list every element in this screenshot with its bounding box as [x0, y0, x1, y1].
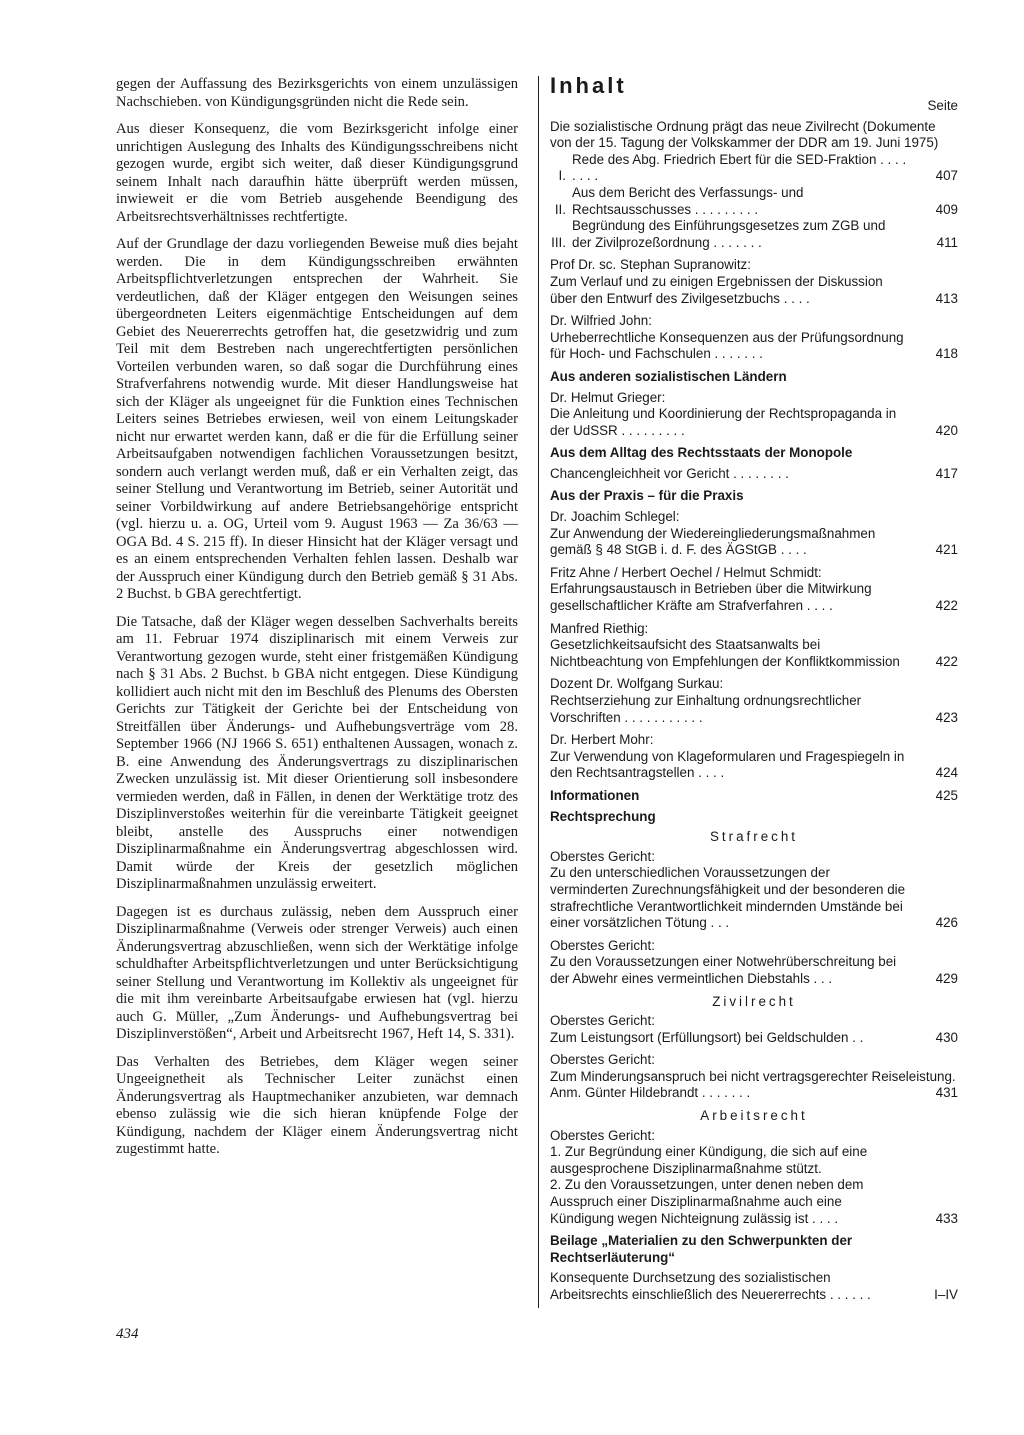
toc-subentry-text: Begründung des Einführungsgesetzes zum ZGB und der Zivilprozeßordnung . . . . . . .: [572, 218, 886, 250]
page-column-label: Seite: [927, 98, 958, 113]
toc-section-heading: Aus dem Alltag des Rechtsstaats der Monopole: [550, 445, 853, 461]
toc-entry-text: Die sozialistische Ordnung prägt das neue Zivilrecht (Dokumente von der 15. Tagung der Volkskammer der DDR am 19. Juni 1975): [550, 118, 939, 151]
toc-entry-text: Chancengleichheit vor Gericht . . . . . . . .: [550, 465, 789, 481]
toc-subsection-heading: Zivilrecht: [712, 993, 796, 1009]
toc-entry: [550, 938, 958, 988]
toc-entry: [550, 390, 958, 440]
toc-entry-text: Gesetzlichkeitsaufsicht des Staatsanwalts bei Nichtbeachtung von Empfehlungen der Konfliktkommission: [550, 637, 900, 669]
toc-entry: [550, 1013, 958, 1046]
toc-subsection-heading: Strafrecht: [709, 829, 799, 845]
toc-entry: [550, 732, 958, 782]
toc-entry-row: [550, 330, 958, 363]
toc-author: Fritz Ahne / Herbert Oechel / Helmut Schmidt:: [550, 564, 822, 580]
toc-entry: [550, 1052, 958, 1102]
toc-page-number: 407: [935, 168, 958, 184]
toc-entry: [550, 1128, 958, 1228]
toc-entry: [550, 119, 958, 252]
toc-entry: [550, 1270, 958, 1303]
toc-author: Oberstes Gericht:: [550, 1127, 655, 1143]
toc-entry-row: [550, 466, 958, 483]
toc-entry-text: Zum Leistungsort (Erfüllungsort) bei Geldschulden . .: [550, 1029, 864, 1045]
toc-subentry: [550, 1177, 958, 1227]
toc-page-number: 429: [935, 970, 958, 986]
toc-entry-text: Zu den Voraussetzungen einer Notwehrüberschreitung bei der Abwehr eines vermeintlichen Diebstahls . . .: [550, 954, 897, 986]
toc-entry-row: [550, 1030, 958, 1047]
toc-subentry-text: Rede des Abg. Friedrich Ebert für die SED-Fraktion . . . . . . . .: [572, 151, 907, 184]
toc-entry: [550, 565, 958, 615]
toc-author: Prof Dr. sc. Stephan Supranowitz:: [550, 257, 751, 273]
toc-page-number: 426: [935, 915, 958, 931]
page-number: 434: [116, 1326, 139, 1342]
body-text-column: [116, 76, 518, 1169]
toc-entry: [550, 257, 958, 307]
toc-author: Manfred Riethig:: [550, 620, 649, 636]
toc-entry-text: Konsequente Durchsetzung des sozialistischen Arbeitsrechts einschließlich des Neuererrechts . . . . . .: [550, 1270, 871, 1302]
toc-entry-text: Erfahrungsaustausch in Betrieben über die Mitwirkung gesellschaftlicher Kräfte am Strafverfahren . . . .: [550, 581, 872, 614]
toc-subentry: [550, 152, 958, 185]
toc-page-number: 409: [935, 201, 958, 217]
toc-entry-text: Rechtserziehung zur Einhaltung ordnungsrechtlicher Vorschriften . . . . . . . . . . .: [550, 693, 862, 725]
toc-subentry-body: Zu den Voraussetzungen, unter denen neben dem Ausspruch einer Disziplinarmaßnahme auch eine Kündigung wegen Nichteignung zulässig ist . . . .: [550, 1177, 864, 1226]
toc-subsection-heading: Arbeitsrecht: [700, 1108, 808, 1124]
toc-page-number: 424: [935, 765, 958, 781]
toc-author: Dozent Dr. Wolfgang Surkau:: [550, 676, 724, 692]
toc-entry-row: [550, 749, 958, 782]
toc-subentry-number: 2.: [550, 1177, 562, 1193]
toc-entry-text: Urheberrechtliche Konsequenzen aus der Prüfungsordnung für Hoch- und Fachschulen . . . . . . .: [550, 329, 904, 362]
toc-entry-text: Zu den unterschiedlichen Voraussetzungen der verminderten Zurechnungsfähigkeit und der besonderen die strafrechtliche Verantwortlichkeit mindernden Umstände bei einer vorsätzlichen Tötung . . .: [550, 865, 906, 931]
toc-page-number: 421: [935, 542, 958, 558]
toc-entry: [550, 621, 958, 671]
toc-title: Inhalt: [550, 73, 627, 98]
toc-section-heading: Rechtsprechung: [550, 808, 656, 824]
toc-entry-row: [550, 954, 958, 987]
toc-entry-text: Zum Minderungsanspruch bei nicht vertragsgerechter Reiseleistung.: [550, 1068, 956, 1084]
toc-author: Oberstes Gericht:: [550, 937, 655, 953]
toc-subentry: [550, 218, 958, 251]
toc-author: Dr. Herbert Mohr:: [550, 732, 654, 748]
toc-page-number: 422: [935, 598, 958, 614]
table-of-contents: [538, 72, 958, 1310]
toc-page-number: 423: [935, 709, 958, 725]
toc-entry: [550, 849, 958, 932]
toc-entry-text: Die Anleitung und Koordinierung der Rechtspropaganda in der UdSSR . . . . . . . . .: [550, 406, 897, 438]
toc-page-number: 430: [935, 1029, 958, 1045]
toc-section-heading: Beilage „Materialien zu den Schwerpunkten der Rechtserläuterung“: [550, 1233, 853, 1265]
paragraph-1: gegen der Auffassung des Bezirksgerichts von einem unzulässigen Nachschieben. von Kündigungsgründen nicht die Rede sein.: [116, 76, 518, 110]
toc-page-number: I–IV: [934, 1287, 958, 1302]
toc-entry: [550, 313, 958, 363]
toc-author: Oberstes Gericht:: [550, 848, 655, 864]
toc-subentry-text: [550, 1177, 914, 1227]
paragraph-3: Auf der Grundlage der dazu vorliegenden Beweise muß dies bejaht werden. Die in dem Kündigungsschreiben erwähnten Arbeitspflichtverletzungen entsprechen der Wahrheit. Sie verdeutlichen, daß der Kläger entgegen den Weisungen seines übergeordneten Leiters eigenmächtige Entscheidungen auf dem Gebiet des Neuererrechts getroffen hat, die gesetzwidrig und zum Teil mit dem Bestreben nach ungerechtfertigten persönlichen Vorteilen verbunden waren, so daß sogar die Durchführung eines Strafverfahrens notwendig wurde. Mit dieser Handlungsweise hat sich der Kläger als ungeeignet für die Funktion eines Technischen Leiters seines Betriebes erwiesen, weil von einem Leitungskader nicht nur erwartet werden kann, daß er die für die Erfüllung seiner Arbeitsaufgaben notwendigen fachlichen Voraussetzungen besitzt, sondern auch verlangt werden muß, daß er ein Verhalten zeigt, das seiner Stellung und Verantwortung im Betrieb, seiner Autorität und seiner Vorbildwirkung auf andere Betriebsangehörige entspricht (vgl. hierzu u. a. OG, Urteil vom 9. August 1963 — Za 36/63 — OGA Bd. 4 S. 215 ff). In dieser Hinsicht hat der Kläger versagt und es an einem entsprechenden Verhalten fehlen lassen. Deshalb war der Ausspruch einer Kündigung durch den Betrieb gemäß § 31 Abs. 2 Buchst. b GBA gerechtfertigt.: [116, 236, 518, 602]
toc-author: Oberstes Gericht:: [550, 1013, 655, 1029]
toc-page-number: 425: [935, 787, 958, 803]
toc-page-number: 422: [935, 653, 958, 669]
toc-section-heading: Aus anderen sozialistischen Ländern: [550, 368, 787, 384]
toc-entry: [550, 466, 958, 483]
toc-entry-row: [550, 693, 958, 726]
toc-entry-row: [550, 526, 958, 559]
paragraph-4: Die Tatsache, daß der Kläger wegen desselben Sachverhalts bereits am 11. Februar 1974 disziplinarisch mit einem Verweis zur Verantwortung gezogen wurde, steht einer fristgemäßen Kündigung nach § 31 Abs. 2 Buchst. b GBA nicht entgegen. Diese Kündigung kollidiert auch nicht mit den im Beschluß des Plenums des Obersten Gerichts zur Tätigkeit der Gerichte bei der Entscheidung von Streitfällen über Änderungs- und Aufhebungsverträge vom 28. September 1966 (NJ 1966 S. 651) enthaltenen Aussagen, wonach z. B. eine Anwendung des Änderungsvertrags zu disziplinarischen Zwecken unzulässig ist. Mit dieser Orientierung soll insbesondere vermieden werden, daß in Fällen, in denen der Werktätige trotz des Disziplinverstoßes weiterhin für die vereinbarte Tätigkeit geeignet bleibt, anstelle des Ausspruchs einer notwendigen Disziplinarmaßnahme ein Änderungsvertrag abgeschlossen wird. Damit würde der Kreis der gesetzlich möglichen Disziplinarmaßnahmen unzulässig erweitert.: [116, 613, 518, 892]
toc-subentry-number: II.: [554, 201, 566, 217]
toc-entry-row: [550, 406, 958, 439]
toc-subentry-number: III.: [551, 234, 566, 250]
toc-entry: [550, 676, 958, 726]
paragraph-6: Das Verhalten des Betriebes, dem Kläger wegen seiner Ungeeignetheit als Technischer Leiter zunächst einen Änderungsvertrag als Hauptmechaniker anzubieten, war demnach ebenso zulässig wie die sich hieran knüpfende Folge der Kündigung, nachdem der Kläger einem Änderungsvertrag nicht zugestimmt hatte.: [116, 1053, 518, 1157]
toc-subentry-number: I.: [558, 168, 566, 184]
toc-entry-text: Zur Anwendung der Wiedereingliederungsmaßnahmen gemäß § 48 StGB i. d. F. des ÄGStGB . . . .: [550, 525, 876, 558]
toc-page-number: 411: [936, 234, 958, 250]
toc-author: Oberstes Gericht:: [550, 1052, 655, 1068]
toc-entry-text: Zum Verlauf und zu einigen Ergebnissen der Diskussion über den Entwurf des Zivilgesetzbuchs . . . .: [550, 273, 883, 306]
toc-entry-row: [550, 637, 958, 670]
toc-entry: [550, 509, 958, 559]
toc-page-number: 433: [935, 1210, 958, 1226]
toc-entry-row: [550, 1270, 958, 1303]
toc-section-heading: Aus der Praxis – für die Praxis: [550, 488, 744, 504]
toc-subentry-number: 1.: [550, 1144, 562, 1160]
toc-entry-row: [550, 581, 958, 614]
toc-entry-row: [550, 1085, 958, 1102]
toc-page-number: 431: [935, 1085, 958, 1101]
paragraph-5: Dagegen ist es durchaus zulässig, neben dem Ausspruch einer Disziplinarmaßnahme (Verweis oder strenger Verweis) auch einen Änderungsvertrag abzuschließen, wenn sich der Werktätige infolge schuldhafter Arbeitspflichtverletzungen und unter Berücksichtigung seiner Stellung und Verantwortung im Kollektiv als ungeeignet für die mit ihm vereinbarte Arbeitsaufgabe erwiesen hat (vgl. hierzu auch G. Müller, „Zum Änderungs- und Aufhebungsvertrag bei Disziplinverstößen“, Arbeit und Arbeitsrecht 1967, Heft 14, S. 331).: [116, 903, 518, 1042]
toc-page-number: 417: [935, 465, 958, 481]
toc-section-heading-row: [550, 788, 958, 805]
toc-subentry: [550, 185, 958, 218]
toc-subentry: [550, 1144, 958, 1177]
toc-entry-row: [550, 274, 958, 307]
toc-author: Dr. Joachim Schlegel:: [550, 509, 680, 525]
toc-subentry-body: Zur Begründung einer Kündigung, die sich auf eine ausgesprochene Disziplinarmaßnahme stützt.: [550, 1144, 868, 1176]
toc-page-number: 413: [935, 290, 958, 306]
toc-page-number: 418: [935, 346, 958, 362]
toc-author: Dr. Helmut Grieger:: [550, 389, 666, 405]
paragraph-2: Aus dieser Konsequenz, die vom Bezirksgericht infolge einer unrichtigen Auslegung des Inhalts des Kündigungsschreibens nicht gezogen wurde, ergibt sich weiter, daß dieser Kündigungsgrund seinem Inhalt nach daraufhin hätte überprüft werden müssen, inwieweit er die vom Betrieb ausgehende Beendigung des Arbeitsrechtsverhältnisses rechtfertigte.: [116, 121, 518, 225]
toc-page-number: 420: [935, 422, 958, 438]
toc-author: Dr. Wilfried John:: [550, 313, 652, 329]
toc-entry-text: Zur Verwendung von Klageformularen und Fragespiegeln in den Rechtsantragstellen . . . .: [550, 748, 905, 781]
toc-subentry-text: [550, 1144, 914, 1177]
toc-subentry-text: Aus dem Bericht des Verfassungs- und Rechtsausschusses . . . . . . . . .: [572, 184, 804, 217]
toc-entry-row: [550, 865, 958, 931]
toc-section-heading: Informationen: [550, 787, 640, 803]
toc-annotation: Anm. Günter Hildebrandt . . . . . . .: [550, 1085, 751, 1101]
